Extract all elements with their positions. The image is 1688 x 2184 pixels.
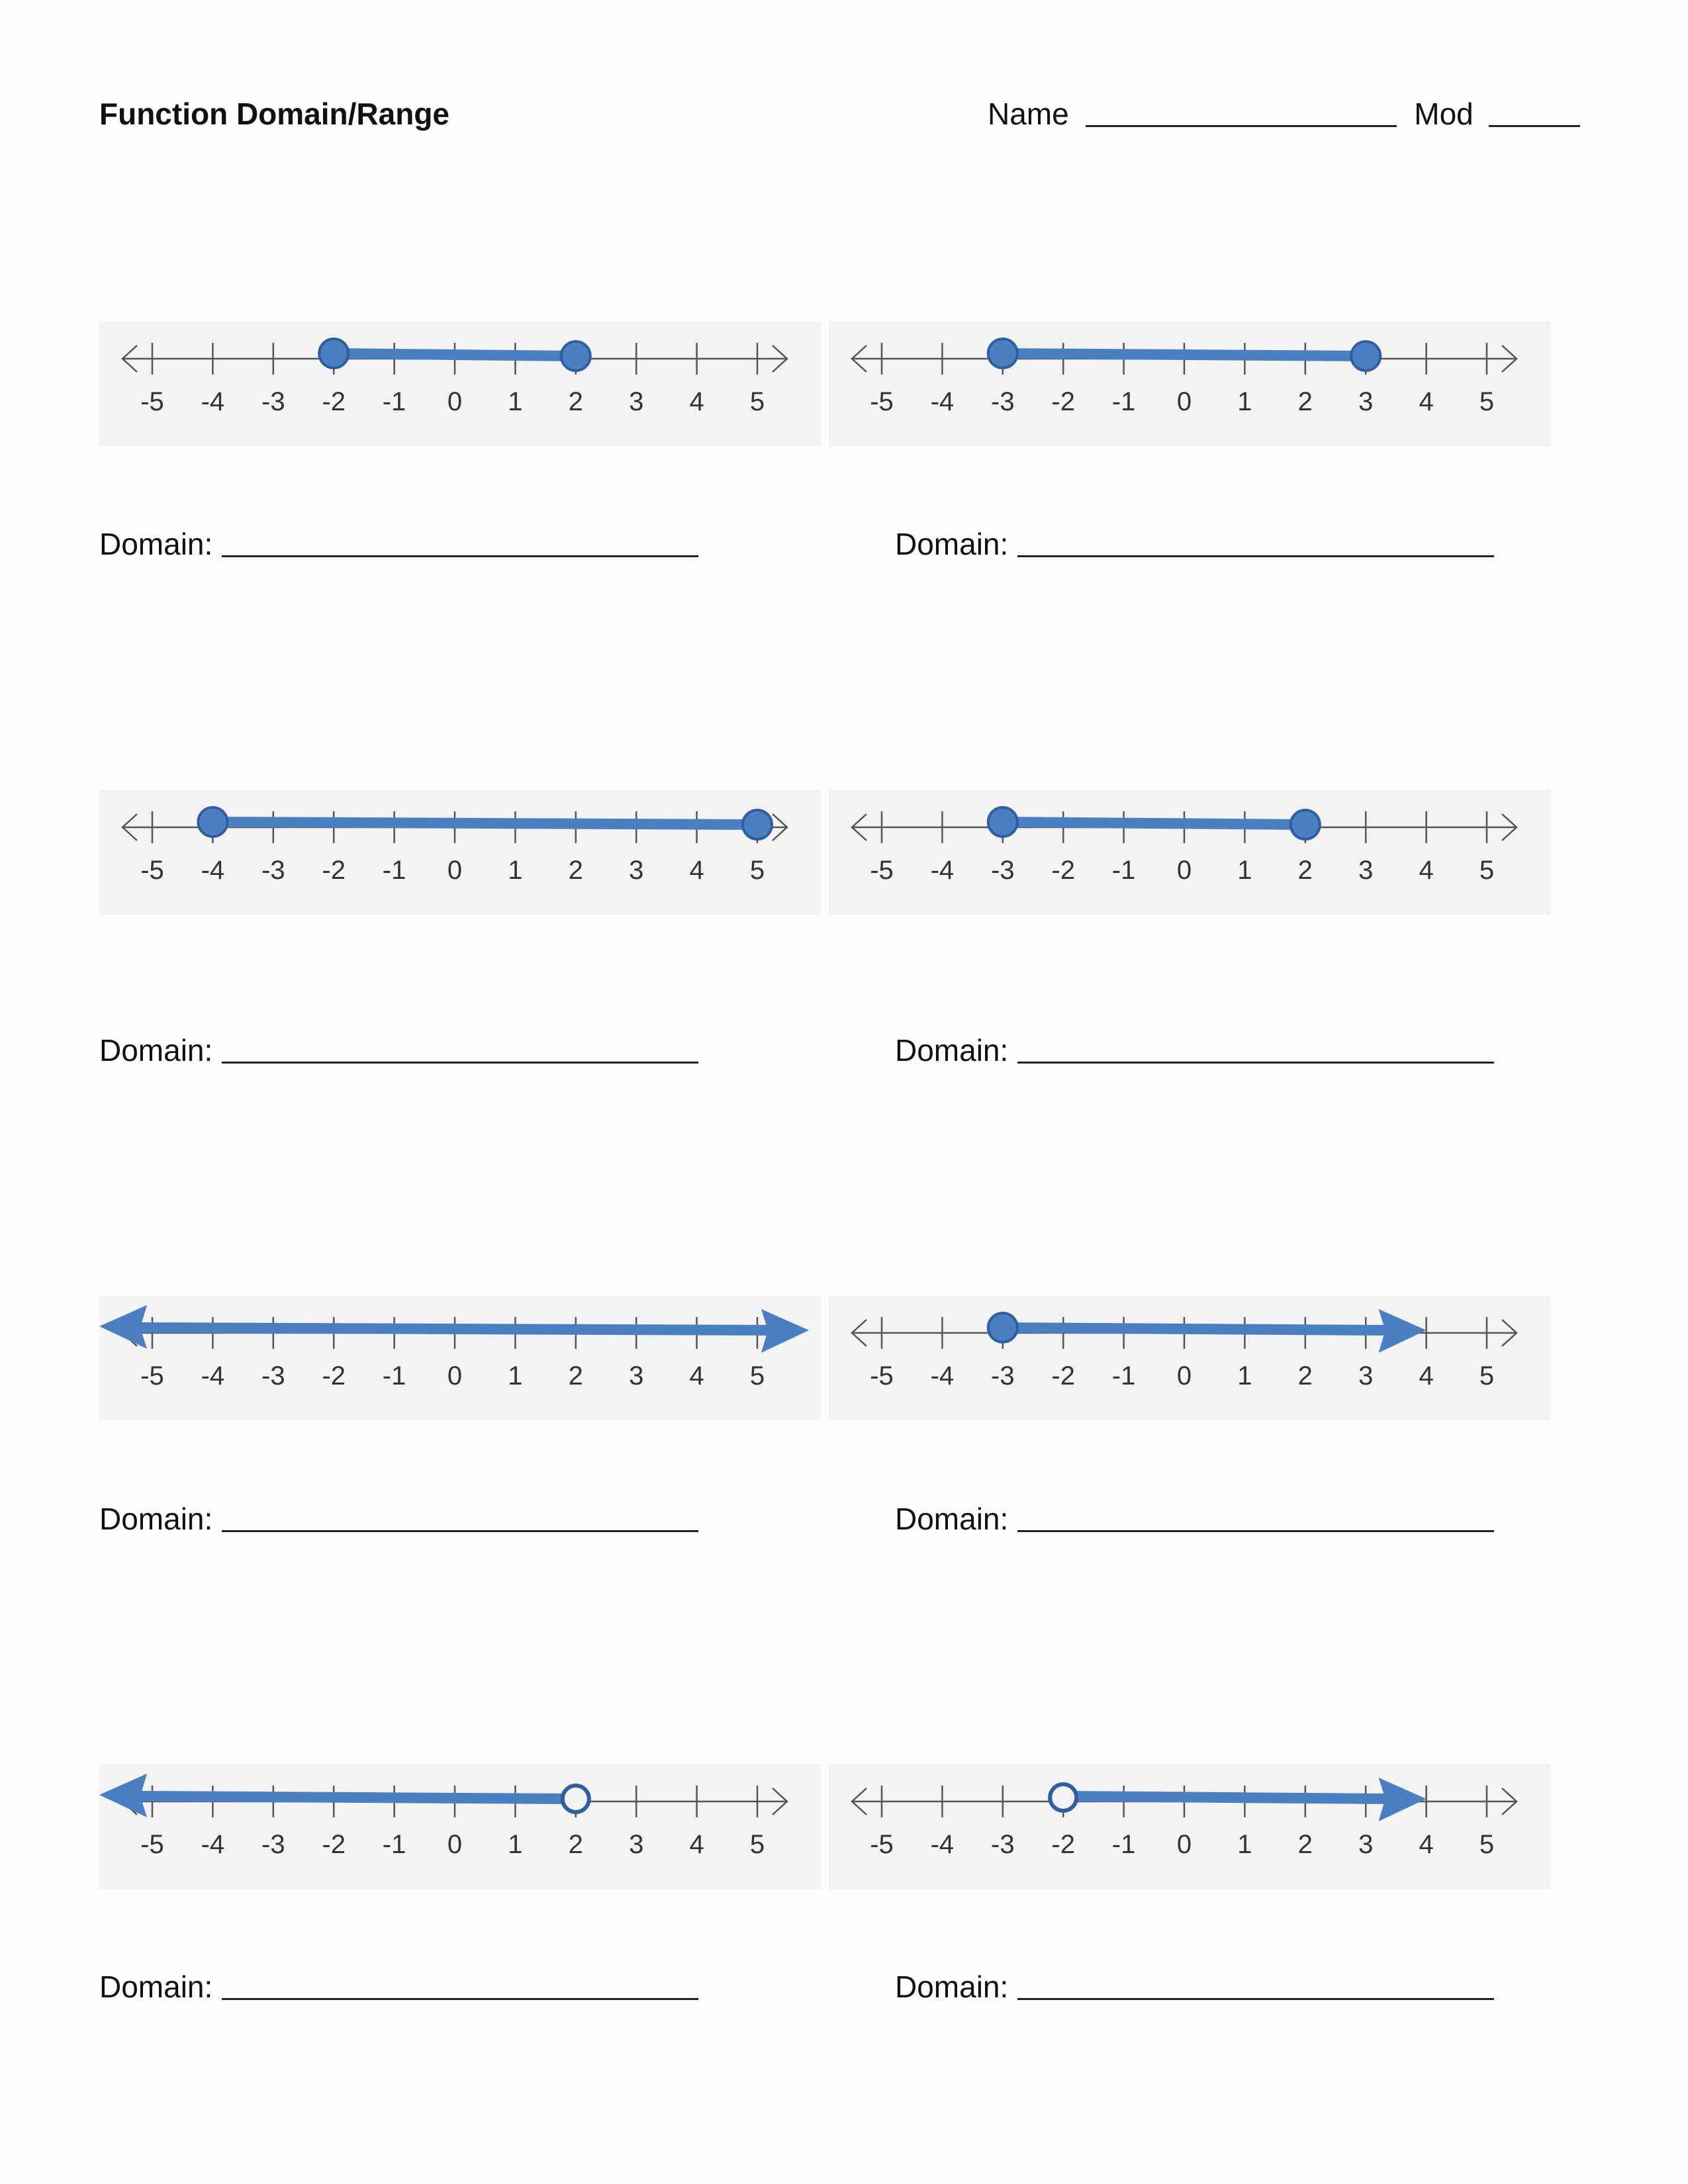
closed-endpoint-left [988, 807, 1017, 837]
domain-label: Domain: [99, 1970, 213, 2004]
name-label: Name [988, 97, 1069, 131]
domain-label: Domain: [895, 1970, 1009, 2004]
tick-label: -2 [322, 1830, 346, 1859]
tick-label: -4 [201, 1361, 225, 1390]
tick-label: 3 [1358, 856, 1374, 885]
domain-answer-blank[interactable] [222, 526, 698, 557]
number-line-4 [829, 790, 1550, 915]
tick-label: 2 [1297, 1830, 1313, 1859]
number-line-svg [829, 790, 1550, 915]
tick-label: -3 [991, 1830, 1015, 1859]
closed-endpoint-left [319, 339, 348, 368]
domain-segment [1003, 822, 1305, 825]
tick-label: -5 [140, 387, 164, 416]
tick-label: -3 [261, 1830, 285, 1859]
domain-segment [139, 1796, 576, 1799]
number-line-8 [829, 1764, 1550, 1889]
tick-label: -4 [201, 1830, 225, 1859]
domain-field-2 [895, 526, 1494, 562]
tick-label: 4 [1419, 856, 1434, 885]
domain-field-6 [895, 1501, 1494, 1537]
domain-answer-blank[interactable] [222, 1501, 698, 1532]
domain-segment [1003, 353, 1366, 356]
tick-label: 3 [629, 387, 644, 416]
domain-answer-blank[interactable] [1017, 1969, 1494, 2000]
domain-segment [334, 353, 576, 356]
tick-label: -1 [382, 387, 406, 416]
domain-field-7 [99, 1969, 698, 2005]
open-endpoint-right [563, 1786, 589, 1812]
left-arrowhead [99, 1305, 147, 1349]
domain-segment [139, 1328, 769, 1330]
tick-label: -5 [140, 1830, 164, 1859]
tick-label: 1 [1237, 387, 1252, 416]
domain-answer-blank[interactable] [1017, 1032, 1494, 1064]
tick-label: -5 [870, 387, 894, 416]
tick-label: -2 [322, 856, 346, 885]
tick-label: 5 [1479, 1830, 1495, 1859]
tick-label: -2 [1051, 1361, 1075, 1390]
tick-label: -5 [870, 856, 894, 885]
number-line-2 [829, 321, 1550, 447]
number-line-svg [99, 321, 821, 447]
number-line-7 [99, 1764, 821, 1889]
tick-label: 2 [1297, 1361, 1313, 1390]
name-blank[interactable] [1086, 96, 1397, 127]
tick-label: 2 [568, 1361, 583, 1390]
tick-label: 5 [1479, 856, 1495, 885]
tick-label: 4 [689, 387, 704, 416]
tick-label: 5 [749, 1361, 765, 1390]
domain-answer-blank[interactable] [1017, 526, 1494, 557]
tick-label: 4 [689, 1361, 704, 1390]
tick-label: -4 [201, 856, 225, 885]
number-line-svg [829, 321, 1550, 447]
domain-label: Domain: [99, 527, 213, 561]
closed-endpoint-right [561, 341, 590, 371]
domain-segment [1063, 1796, 1386, 1799]
tick-label: -3 [261, 1361, 285, 1390]
tick-label: -1 [382, 856, 406, 885]
tick-label: 2 [1297, 387, 1313, 416]
closed-endpoint-right [1291, 810, 1320, 839]
tick-label: 1 [508, 1830, 523, 1859]
mod-blank[interactable] [1489, 96, 1580, 127]
tick-label: 3 [1358, 1830, 1374, 1859]
number-line-1 [99, 321, 821, 447]
tick-label: -4 [930, 1361, 955, 1390]
tick-label: -2 [1051, 387, 1075, 416]
number-line-svg [829, 1295, 1550, 1421]
tick-label: 1 [508, 856, 523, 885]
tick-label: -4 [930, 1830, 955, 1859]
tick-label: 1 [1237, 856, 1252, 885]
tick-label: 5 [1479, 387, 1495, 416]
domain-label: Domain: [99, 1033, 213, 1068]
domain-label: Domain: [99, 1502, 213, 1536]
domain-segment [1003, 1328, 1387, 1330]
mod-label: Mod [1414, 97, 1474, 131]
tick-label: -5 [140, 1361, 164, 1390]
domain-label: Domain: [895, 527, 1009, 561]
tick-label: -4 [930, 387, 955, 416]
right-arrowhead [1379, 1778, 1427, 1821]
domain-segment [212, 822, 757, 825]
left-arrowhead [99, 1774, 147, 1817]
closed-endpoint-right [743, 810, 772, 839]
tick-label: -3 [991, 856, 1015, 885]
tick-label: -1 [1111, 387, 1136, 416]
tick-label: 3 [629, 1361, 644, 1390]
domain-answer-blank[interactable] [1017, 1501, 1494, 1532]
tick-label: -1 [1111, 856, 1136, 885]
tick-label: 3 [629, 856, 644, 885]
number-line-svg [99, 1764, 821, 1889]
tick-label: 5 [749, 1830, 765, 1859]
number-line-6 [829, 1295, 1550, 1421]
tick-label: 0 [447, 1361, 463, 1390]
open-endpoint-left [1050, 1784, 1076, 1811]
domain-answer-blank[interactable] [222, 1032, 698, 1064]
tick-label: 0 [447, 1830, 463, 1859]
tick-label: 0 [1176, 1361, 1192, 1390]
tick-label: -1 [382, 1361, 406, 1390]
tick-label: -1 [382, 1830, 406, 1859]
closed-endpoint-right [1351, 341, 1380, 371]
tick-label: 1 [508, 1361, 523, 1390]
closed-endpoint-left [988, 1313, 1017, 1342]
domain-label: Domain: [895, 1033, 1009, 1068]
tick-label: -5 [140, 856, 164, 885]
tick-label: -2 [1051, 856, 1075, 885]
tick-label: -4 [201, 387, 225, 416]
right-arrowhead [1379, 1309, 1427, 1353]
tick-label: 3 [629, 1830, 644, 1859]
tick-label: -5 [870, 1830, 894, 1859]
tick-label: 2 [568, 1830, 583, 1859]
tick-label: -4 [930, 856, 955, 885]
tick-label: 1 [508, 387, 523, 416]
tick-label: 0 [447, 387, 463, 416]
tick-label: 5 [749, 387, 765, 416]
tick-label: 4 [689, 1830, 704, 1859]
tick-label: 1 [1237, 1830, 1252, 1859]
number-line-5 [99, 1295, 821, 1421]
number-line-svg [99, 1295, 821, 1421]
tick-label: 5 [749, 856, 765, 885]
tick-label: 2 [1297, 856, 1313, 885]
tick-label: -3 [261, 387, 285, 416]
tick-label: 2 [568, 387, 583, 416]
tick-label: 0 [1176, 1830, 1192, 1859]
tick-label: 4 [689, 856, 704, 885]
tick-label: -2 [322, 1361, 346, 1390]
tick-label: 2 [568, 856, 583, 885]
tick-label: 0 [1176, 856, 1192, 885]
tick-label: 0 [447, 856, 463, 885]
tick-label: -1 [1111, 1361, 1136, 1390]
right-arrowhead [761, 1309, 809, 1353]
domain-field-8 [895, 1969, 1494, 2005]
closed-endpoint-left [198, 807, 227, 837]
domain-answer-blank[interactable] [222, 1969, 698, 2000]
number-line-svg [99, 790, 821, 915]
tick-label: 3 [1358, 1361, 1374, 1390]
closed-endpoint-left [988, 339, 1017, 368]
name-mod-field [988, 96, 1580, 132]
domain-field-3 [99, 1032, 698, 1068]
tick-label: 0 [1176, 387, 1192, 416]
tick-label: -1 [1111, 1830, 1136, 1859]
domain-field-5 [99, 1501, 698, 1537]
worksheet-title: Function Domain/Range [99, 97, 449, 131]
tick-label: 4 [1419, 1830, 1434, 1859]
tick-label: 5 [1479, 1361, 1495, 1390]
tick-label: -3 [991, 387, 1015, 416]
tick-label: -5 [870, 1361, 894, 1390]
tick-label: -2 [322, 387, 346, 416]
number-line-svg [829, 1764, 1550, 1889]
number-line-3 [99, 790, 821, 915]
domain-field-4 [895, 1032, 1494, 1068]
domain-label: Domain: [895, 1502, 1009, 1536]
tick-label: -3 [991, 1361, 1015, 1390]
tick-label: -3 [261, 856, 285, 885]
tick-label: 4 [1419, 1361, 1434, 1390]
tick-label: 1 [1237, 1361, 1252, 1390]
tick-label: 4 [1419, 387, 1434, 416]
tick-label: 3 [1358, 387, 1374, 416]
tick-label: -2 [1051, 1830, 1075, 1859]
domain-field-1 [99, 526, 698, 562]
